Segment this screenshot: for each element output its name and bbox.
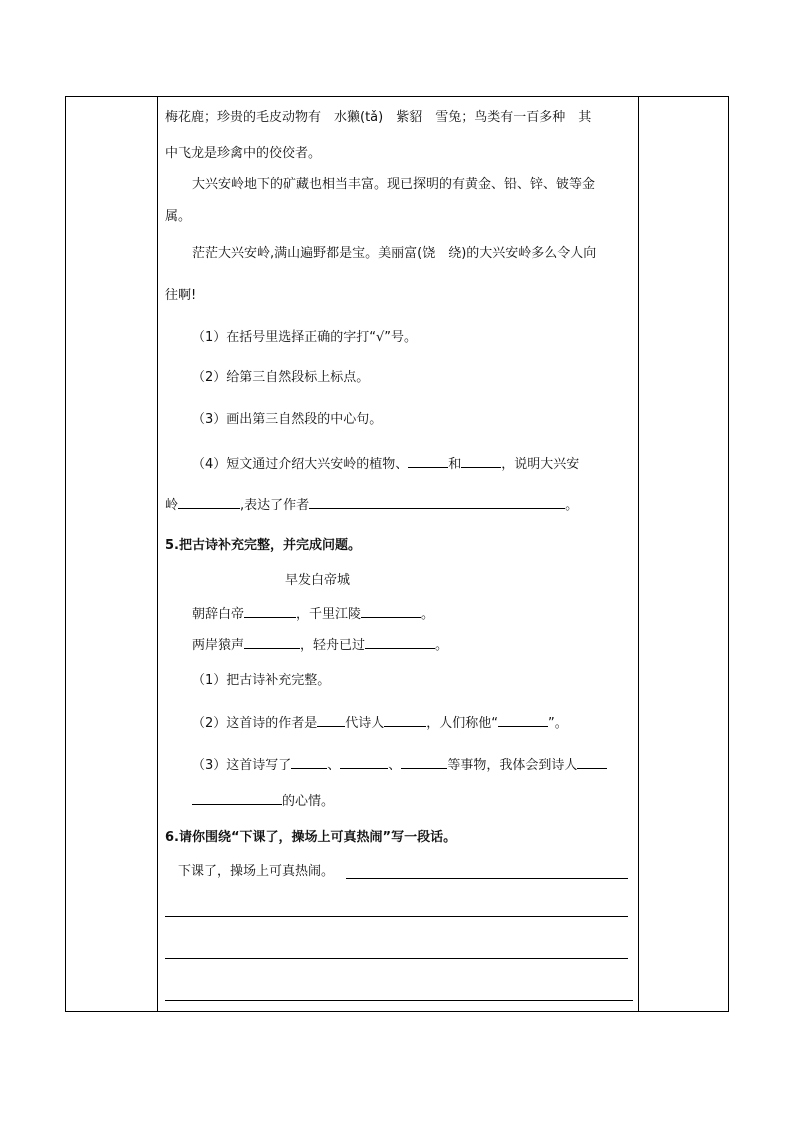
answer-blank[interactable] <box>498 714 548 727</box>
answer-blank[interactable] <box>244 636 300 649</box>
answer-blank[interactable] <box>384 714 426 727</box>
answer-blank[interactable] <box>461 455 501 468</box>
writing-line[interactable] <box>346 878 628 879</box>
poem-line2-a: 两岸猿声 <box>192 638 245 653</box>
answer-blank[interactable] <box>192 792 282 805</box>
poem-line2-b: ，轻舟已过 <box>300 638 366 653</box>
q5-sub3-a: （3）这首诗写了 <box>192 758 292 773</box>
q5-sub3-line2 <box>192 792 334 810</box>
q5-sub3-c: 、 <box>388 758 402 773</box>
answer-blank[interactable] <box>408 455 448 468</box>
passage-p1-line2: 中飞龙是珍禽中的佼佼者。 <box>165 146 322 161</box>
answer-blank[interactable] <box>401 756 447 769</box>
q5-sub1: （1）把古诗补充完整。 <box>192 673 331 688</box>
answer-blank[interactable] <box>577 756 607 769</box>
poem-line1 <box>192 605 434 623</box>
answer-blank[interactable] <box>291 756 327 769</box>
q5-sub3-line1 <box>192 756 607 774</box>
answer-blank[interactable] <box>178 496 240 509</box>
poem-line1-b: ，千里江陵 <box>296 607 362 622</box>
q6-heading: 6.请你围绕“下课了，操场上可真热闹”写一段话。 <box>165 830 457 845</box>
left-column-divider <box>157 97 158 1011</box>
q4-item4-line1 <box>192 455 579 473</box>
q5-sub2 <box>192 714 568 732</box>
q5-sub2-b: 代诗人 <box>345 716 385 731</box>
q4-item1: （1）在括号里选择正确的字打“√”号。 <box>192 330 418 345</box>
q5-sub3-d: 等事物，我体会到诗人 <box>447 758 578 773</box>
q5-heading: 5.把古诗补充完整，并完成问题。 <box>165 538 361 553</box>
answer-blank[interactable] <box>340 756 388 769</box>
poem-line2 <box>192 636 448 654</box>
q4-item4-text-a: （4）短文通过介绍大兴安岭的植物、 <box>192 457 409 472</box>
q4-item3: （3）画出第三自然段的中心句。 <box>192 412 383 427</box>
q5-sub2-c: ，人们称他“ <box>426 716 499 731</box>
answer-blank[interactable] <box>365 636 435 649</box>
poem-title: 早发白帝城 <box>285 573 351 588</box>
worksheet-table <box>65 96 729 1012</box>
answer-blank[interactable] <box>317 714 345 727</box>
q4-item4-text-b: 和 <box>448 457 462 472</box>
answer-blank[interactable] <box>244 605 296 618</box>
q4-item4-text-e: ,表达了作者 <box>240 498 310 513</box>
answer-blank[interactable] <box>361 605 421 618</box>
q4-item4-text-f: 。 <box>565 498 579 513</box>
passage-p1-line1: 梅花鹿；珍贵的毛皮动物有 水獭(tǎ) 紫貂 雪兔；鸟类有一百多种 其 <box>165 110 592 125</box>
writing-line[interactable] <box>165 916 628 917</box>
writing-line[interactable] <box>165 958 628 959</box>
q4-item4-line2 <box>165 496 578 514</box>
writing-line[interactable] <box>165 1000 633 1001</box>
passage-p2-line2: 属。 <box>165 209 192 224</box>
poem-line2-c: 。 <box>435 638 449 653</box>
q4-item4-text-c: ，说明大兴安 <box>501 457 580 472</box>
poem-line1-a: 朝辞白帝 <box>192 607 245 622</box>
q6-starter: 下课了，操场上可真热闹。 <box>178 864 335 879</box>
q4-item2: （2）给第三自然段标上标点。 <box>192 370 370 385</box>
q5-sub2-d: ”。 <box>548 716 568 731</box>
answer-blank[interactable] <box>309 496 565 509</box>
poem-line1-c: 。 <box>421 607 435 622</box>
passage-p3-line1: 茫茫大兴安岭,满山遍野都是宝。美丽富(饶 绕)的大兴安岭多么令人向 <box>192 246 597 261</box>
q5-sub2-a: （2）这首诗的作者是 <box>192 716 318 731</box>
right-column-divider <box>638 97 639 1011</box>
passage-p3-line2: 往啊! <box>165 288 197 303</box>
q5-sub3-e: 的心情。 <box>282 794 335 809</box>
q4-item4-text-d: 岭 <box>165 498 179 513</box>
q5-sub3-b: 、 <box>327 758 341 773</box>
passage-p2-line1: 大兴安岭地下的矿藏也相当丰富。现已探明的有黄金、铅、锌、铍等金 <box>192 177 596 192</box>
